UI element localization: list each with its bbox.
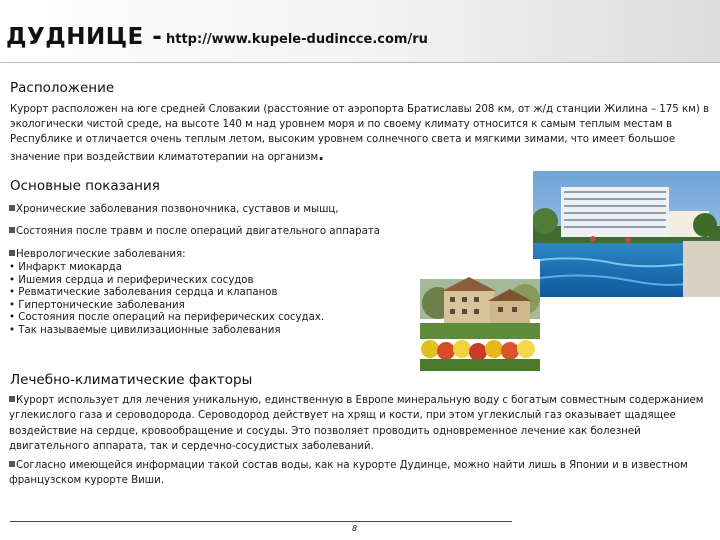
square-bullet-icon — [9, 396, 15, 402]
sublist-item: • Так называемые цивилизационные заболевания — [9, 324, 281, 336]
indication-bullet-3 — [9, 247, 186, 262]
location-heading: Расположение — [10, 80, 115, 96]
page-title: ДУДНИЦЕ - — [6, 24, 163, 50]
indication-text: Состояния после травм и после операций двигательного аппарата — [16, 226, 381, 237]
square-bullet-icon — [9, 461, 15, 467]
factors-heading: Лечебно-климатические факторы — [10, 372, 253, 388]
neuro-sublist — [9, 262, 324, 338]
square-bullet-icon — [9, 205, 15, 211]
spa-buildings-photo — [420, 259, 540, 371]
factors-paragraph-2 — [9, 458, 713, 489]
location-body: Курорт расположен на юге средней Словакии (расстояние от аэропорта Братиславы 208 км, от ж/д станции Жилина – 175 км) в экологически чистой среде, на высоте 140 м над уровнем моря и по своему климату относится к самым теплым местам в Республике и отличается очень теплым летом, высоким уровнем солнечного света и мягкими зимами, что имеет большое значение при воздействии климатотерапии на организм — [10, 104, 710, 163]
indication-text: Неврологические заболевания: — [16, 249, 186, 260]
square-bullet-icon — [9, 250, 15, 256]
location-text — [10, 102, 710, 165]
factors-paragraph-1 — [9, 393, 713, 455]
square-bullet-icon — [9, 227, 15, 233]
footer-divider — [10, 521, 512, 522]
sublist-item: • Ревматические заболевания сердца и клапанов — [9, 287, 278, 299]
resort-url[interactable]: http://www.kupele-dudincce.com/ru — [166, 32, 428, 47]
header-bar — [0, 0, 720, 63]
indication-bullet-2 — [9, 224, 380, 239]
indication-bullet-1 — [9, 202, 339, 217]
factors-text-1: Курорт использует для лечения уникальную, единственную в Европе минеральную воду с богатым совместным содержанием углекислого газа и сероводорода. Сероводород действует на хрящ и кости, при этом углекислый газ оказывает щадящее воздействие на сердце, кровообращение и сосуды. Это позволяет проводить одновременное лечение как болезней двигательного аппарата, так и сердечно-сосудистых заболеваний. — [9, 395, 704, 453]
indications-heading: Основные показания — [10, 178, 160, 194]
factors-text-2: Согласно имеющейся информации такой состав воды, как на курорте Дудинце, можно найти лишь в Японии и в известном французском курорте Виши. — [9, 460, 688, 487]
sublist-item: • Гипертонические заболевания — [9, 299, 185, 311]
hotel-pool-photo — [533, 171, 720, 297]
page-number: 8 — [352, 524, 358, 533]
location-end-mark: . — [318, 145, 324, 164]
sublist-item: • Состояния после операций на периферических сосудах. — [9, 312, 325, 324]
indication-text: Хронические заболевания позвоночника, суставов и мышц, — [16, 204, 339, 215]
sublist-item: • Ишемия сердца и периферических сосудов — [9, 274, 254, 286]
sublist-item: • Инфаркт миокарда — [9, 262, 122, 273]
